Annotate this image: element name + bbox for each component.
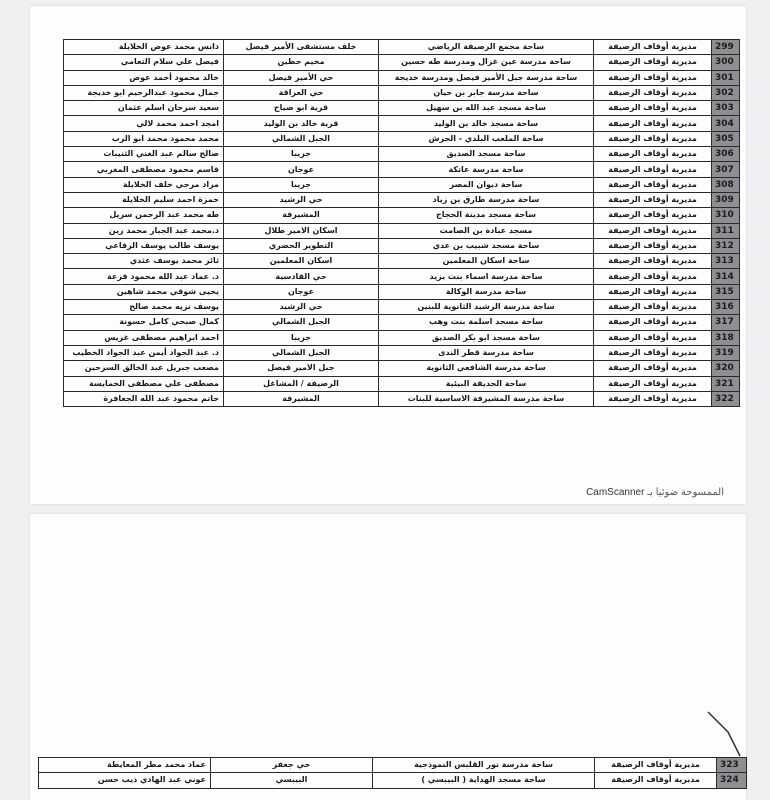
roster-table [63, 39, 740, 407]
table-row [64, 361, 740, 376]
directorate-cell: مديرية أوقاف الرصيفة [594, 162, 712, 177]
location-cell: ساحة مسجد الصديق [379, 147, 594, 162]
row-number: 302 [712, 85, 740, 100]
row-number: 312 [712, 238, 740, 253]
row-number: 313 [712, 254, 740, 269]
preacher-name-cell: قاسم محمود مصطفى المغربي [64, 162, 224, 177]
directorate-cell: مديرية أوقاف الرصيفة [594, 192, 712, 207]
row-number: 304 [712, 116, 740, 131]
directorate-cell: مديرية أوقاف الرصيفة [594, 116, 712, 131]
location-cell: ساحة مدرسة نور القلبس النموذجية [373, 758, 595, 773]
area-cell: اسكان الامير طلال [224, 223, 379, 238]
table-row [64, 269, 740, 284]
location-cell: ساحة الملعب البلدي - الحرش [379, 131, 594, 146]
location-cell: ساحة مسجد مدينة الحجاج [379, 208, 594, 223]
directorate-cell: مديرية أوقاف الرصيفة [594, 300, 712, 315]
directorate-cell: مديرية أوقاف الرصيفة [594, 147, 712, 162]
table-row [64, 192, 740, 207]
table-row [64, 177, 740, 192]
row-number: 303 [712, 101, 740, 116]
row-number: 314 [712, 269, 740, 284]
preacher-name-cell: صالح سالم عبد الغني الثنيبات [64, 147, 224, 162]
row-number: 315 [712, 284, 740, 299]
location-cell: ساحة مدرسة عين غزال ومدرسة طه حسين [379, 55, 594, 70]
location-cell: ساحة مسجد شبيب بن عدي [379, 238, 594, 253]
preacher-name-cell: خالد محمود أحمد عوض [64, 70, 224, 85]
row-number: 320 [712, 361, 740, 376]
directorate-cell: مديرية أوقاف الرصيفة [594, 315, 712, 330]
area-cell: جريبا [224, 147, 379, 162]
area-cell: مخيم حطين [224, 55, 379, 70]
area-cell: خلف مستشفى الأمير فيصل [224, 40, 379, 55]
directorate-cell: مديرية أوقاف الرصيفة [594, 238, 712, 253]
table-row [64, 300, 740, 315]
scanner-brand: CamScanner [586, 487, 645, 498]
preacher-name-cell: مراد مرجي خلف الخلايلة [64, 177, 224, 192]
row-number: 300 [712, 55, 740, 70]
preacher-name-cell: سعيد سرحان اسلم عثمان [64, 101, 224, 116]
directorate-cell: مديرية أوقاف الرصيفة [594, 269, 712, 284]
row-number: 301 [712, 70, 740, 85]
directorate-cell: مديرية أوقاف الرصيفة [594, 85, 712, 100]
directorate-cell: مديرية أوقاف الرصيفة [594, 177, 712, 192]
directorate-cell: مديرية أوقاف الرصيفة [594, 131, 712, 146]
directorate-cell: مديرية أوقاف الرصيفة [595, 758, 717, 773]
location-cell: ساحة مسجد اسلمة بنت وهب [379, 315, 594, 330]
preacher-name-cell: د. عبد الجواد أيمن عبد الجواد الخطيب [64, 345, 224, 360]
area-cell: الجبل الشمالي [224, 345, 379, 360]
directorate-cell: مديرية أوقاف الرصيفة [594, 376, 712, 391]
preacher-name-cell: جمال محمود عبدالرحيم ابو خديجة [64, 85, 224, 100]
table-row [64, 40, 740, 55]
location-cell: ساحة مدرسة قطر الندى [379, 345, 594, 360]
directorate-cell: مديرية أوقاف الرصيفة [594, 208, 712, 223]
area-cell: قرية ابو صياح [224, 101, 379, 116]
location-cell: ساحة اسكان المعلمين [379, 254, 594, 269]
location-cell: ساحة مسجد عبد الله بن سهيل [379, 101, 594, 116]
table-row [39, 773, 747, 788]
row-number: 308 [712, 177, 740, 192]
scanner-watermark [586, 487, 724, 498]
preacher-name-cell: د. عماد عبد الله محمود قزعة [64, 269, 224, 284]
row-number: 324 [717, 773, 747, 788]
table-row [64, 101, 740, 116]
row-number: 317 [712, 315, 740, 330]
row-number: 319 [712, 345, 740, 360]
location-cell: ساحة مدرسة طارق بن زياد [379, 192, 594, 207]
table-row [64, 330, 740, 345]
directorate-cell: مديرية أوقاف الرصيفة [595, 773, 717, 788]
table-row [64, 116, 740, 131]
table-row [64, 208, 740, 223]
table-row [64, 254, 740, 269]
table-row [64, 223, 740, 238]
location-cell: ساحة مدرسة المشيرفة الاساسية للبنات [379, 391, 594, 406]
area-cell: التطوير الحضري [224, 238, 379, 253]
row-number: 309 [712, 192, 740, 207]
location-cell: ساحة مدرسة جابر بن حيان [379, 85, 594, 100]
row-number: 306 [712, 147, 740, 162]
location-cell: ساحة ديوان المصر [379, 177, 594, 192]
preacher-name-cell: مصطفى علي مصطفى الخمايسة [64, 376, 224, 391]
area-cell: حي العراقة [224, 85, 379, 100]
row-number: 322 [712, 391, 740, 406]
directorate-cell: مديرية أوقاف الرصيفة [594, 254, 712, 269]
preacher-name-cell: محمد محمود محمد ابو الرب [64, 131, 224, 146]
directorate-cell: مديرية أوقاف الرصيفة [594, 391, 712, 406]
location-cell: ساحة مدرسة الرشيد الثانوية للبنين [379, 300, 594, 315]
preacher-name-cell: د.محمد عبد الجبار محمد زين [64, 223, 224, 238]
preacher-name-cell: احمد ابراهيم مصطفى غريس [64, 330, 224, 345]
location-cell: ساحة مدرسة الوكالة [379, 284, 594, 299]
area-cell: اسكان المعلمين [224, 254, 379, 269]
directorate-cell: مديرية أوقاف الرصيفة [594, 70, 712, 85]
area-cell: جريبا [224, 330, 379, 345]
area-cell: حي الرشيد [224, 300, 379, 315]
table-row [64, 147, 740, 162]
preacher-name-cell: مصعب جبريل عبد الخالق السرحين [64, 361, 224, 376]
preacher-name-cell: كمال صبحي كامل حسونة [64, 315, 224, 330]
location-cell: مسجد عبادة بن الصامت [379, 223, 594, 238]
roster-table-continued [38, 757, 747, 789]
scanned-page-1 [30, 6, 746, 504]
area-cell: الرصيفة / المشاغل [224, 376, 379, 391]
preacher-name-cell: يوسف نزيه محمد صالح [64, 300, 224, 315]
area-cell: حي الرشيد [224, 192, 379, 207]
directorate-cell: مديرية أوقاف الرصيفة [594, 40, 712, 55]
preacher-name-cell: حمزة احمد سليم الخلايلة [64, 192, 224, 207]
location-cell: ساحة مسجد خالد بن الوليد [379, 116, 594, 131]
table-row [64, 85, 740, 100]
area-cell: الجبل الشمالي [224, 131, 379, 146]
row-number: 316 [712, 300, 740, 315]
area-cell: حي القادسية [224, 269, 379, 284]
preacher-name-cell: عماد محمد مطر المعايطة [39, 758, 211, 773]
directorate-cell: مديرية أوقاف الرصيفة [594, 223, 712, 238]
scanned-page-2 [30, 514, 746, 800]
table-row [64, 376, 740, 391]
preacher-name-cell: دانس محمد عوض الخلايلة [64, 40, 224, 55]
preacher-name-cell: يوسف طالب يوسف الرفاعي [64, 238, 224, 253]
table-row [64, 55, 740, 70]
directorate-cell: مديرية أوقاف الرصيفة [594, 361, 712, 376]
area-cell: قرية خالد بن الوليد [224, 116, 379, 131]
preacher-name-cell: ثائر محمد يوسف عثدي [64, 254, 224, 269]
scanner-label: الممسوحة ضوئيا بـ [647, 487, 724, 498]
location-cell: ساحة مدرسة جبل الأمير فيصل ومدرسة خديجة [379, 70, 594, 85]
row-number: 310 [712, 208, 740, 223]
table-row [64, 391, 740, 406]
location-cell: ساحة مدرسة عاتكة [379, 162, 594, 177]
area-cell: عوجان [224, 162, 379, 177]
directorate-cell: مديرية أوقاف الرصيفة [594, 330, 712, 345]
area-cell: البيبسي [211, 773, 373, 788]
row-number: 305 [712, 131, 740, 146]
table-row [64, 131, 740, 146]
row-number: 323 [717, 758, 747, 773]
table-row [64, 70, 740, 85]
row-number: 307 [712, 162, 740, 177]
row-number: 318 [712, 330, 740, 345]
row-number: 299 [712, 40, 740, 55]
directorate-cell: مديرية أوقاف الرصيفة [594, 55, 712, 70]
preacher-name-cell: حاتم محمود عبد الله الجعافرة [64, 391, 224, 406]
area-cell: المشيرفة [224, 208, 379, 223]
directorate-cell: مديرية أوقاف الرصيفة [594, 345, 712, 360]
area-cell: حي جعفر [211, 758, 373, 773]
directorate-cell: مديرية أوقاف الرصيفة [594, 284, 712, 299]
location-cell: ساحة مدرسة اسماء بنت يزيد [379, 269, 594, 284]
area-cell: جبل الامير فيصل [224, 361, 379, 376]
table-row [64, 315, 740, 330]
row-number: 311 [712, 223, 740, 238]
row-number: 321 [712, 376, 740, 391]
table-row [64, 345, 740, 360]
table-row [64, 238, 740, 253]
area-cell: الجبل الشمالي [224, 315, 379, 330]
location-cell: ساحة مسجد ابو بكر الصديق [379, 330, 594, 345]
area-cell: حي الأمير فيصل [224, 70, 379, 85]
table-row [39, 758, 747, 773]
preacher-name-cell: طه محمد عبد الرحمن سريل [64, 208, 224, 223]
directorate-cell: مديرية أوقاف الرصيفة [594, 101, 712, 116]
location-cell: ساحة مدرسة الشافعي الثانوية [379, 361, 594, 376]
area-cell: عوجان [224, 284, 379, 299]
location-cell: ساحة مسجد الهداية ( البيبسي ) [373, 773, 595, 788]
table-row [64, 162, 740, 177]
table-row [64, 284, 740, 299]
preacher-name-cell: فيصل علي سلام التعامي [64, 55, 224, 70]
location-cell: ساحة مجمع الرصيفة الرياضي [379, 40, 594, 55]
preacher-name-cell: عوني عبد الهادي ذيب حسن [39, 773, 211, 788]
area-cell: جريبا [224, 177, 379, 192]
preacher-name-cell: امجد احمد محمد لالي [64, 116, 224, 131]
preacher-name-cell: يحيى شوقي محمد شاهين [64, 284, 224, 299]
area-cell: المشيرفة [224, 391, 379, 406]
location-cell: ساحة الحديقة البيئية [379, 376, 594, 391]
